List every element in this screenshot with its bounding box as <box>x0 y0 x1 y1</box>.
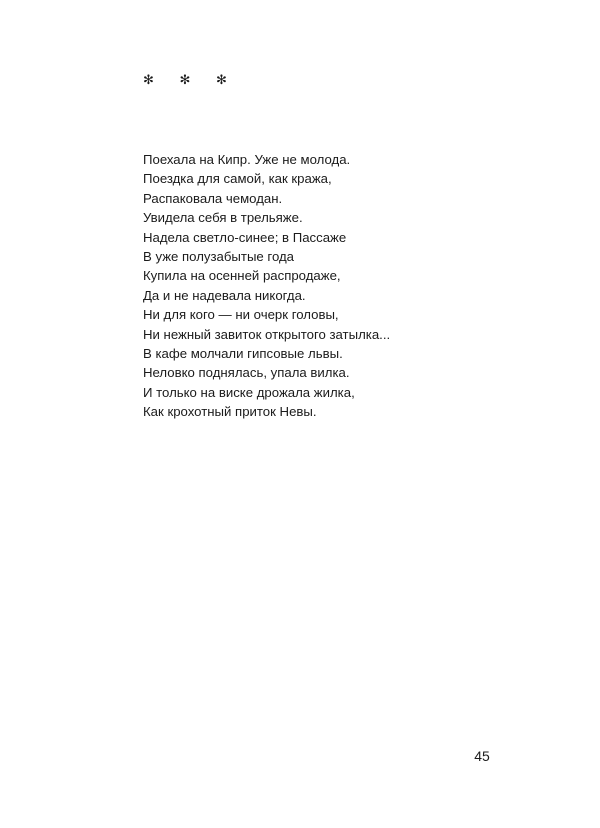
page-number <box>0 748 600 764</box>
section-divider-asterisks: ✻ ✻ ✻ <box>143 72 238 87</box>
poem-line: Как крохотный приток Невы. <box>143 404 317 420</box>
page-number-value: 45 <box>474 748 490 764</box>
poem-line: Купила на осенней распродаже, <box>143 268 341 284</box>
poem-line: В кафе молчали гипсовые львы. <box>143 346 343 362</box>
poem-line: Ни нежный завиток открытого затылка... <box>143 326 391 342</box>
poem-body <box>143 150 543 422</box>
poem-line: Увидела себя в трельяже. <box>143 210 303 226</box>
poem-line: И только на виске дрожала жилка, <box>143 384 355 400</box>
poem-line: Да и не надевала никогда. <box>143 287 306 303</box>
poem-line: Ни для кого — ни очерк головы, <box>143 307 339 323</box>
poem-line: В уже полузабытые года <box>143 249 295 265</box>
poem-line: Поехала на Кипр. Уже не молода. <box>143 152 351 167</box>
poem-line: Распаковала чемодан. <box>143 190 283 206</box>
poem-line: Надела светло-синее; в Пассаже <box>143 229 347 245</box>
poem-line: Поездка для самой, как кража, <box>143 171 332 187</box>
poem-line: Неловко поднялась, упала вилка. <box>143 365 350 381</box>
